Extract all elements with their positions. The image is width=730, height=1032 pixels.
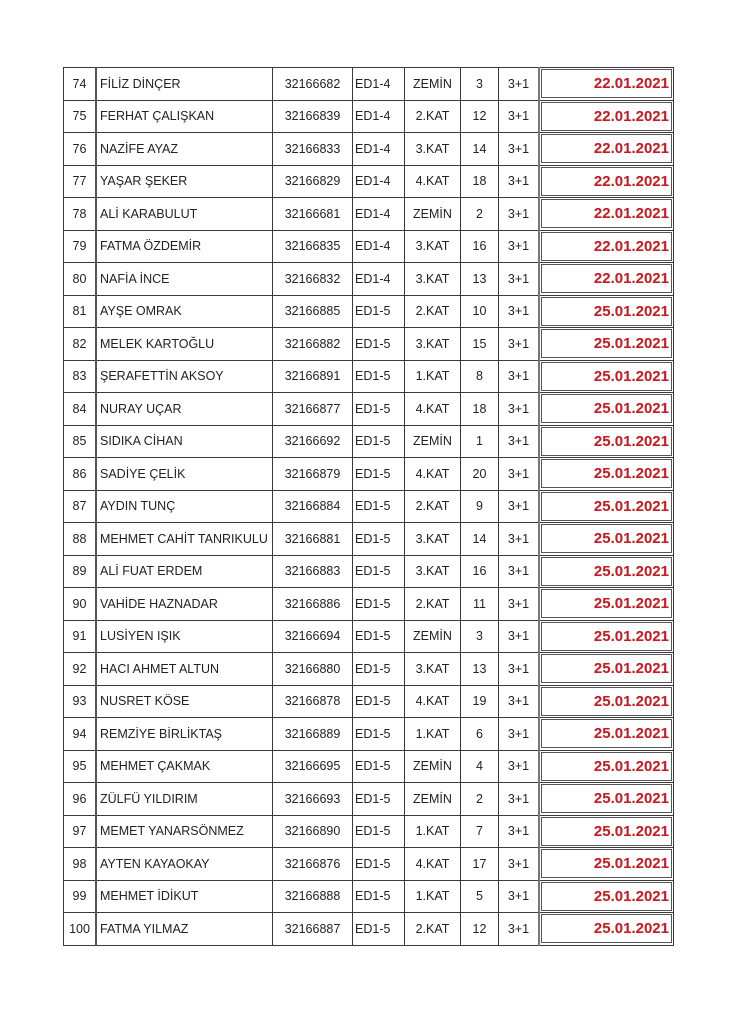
- row-number-cell: 99: [64, 880, 97, 913]
- table-row: [64, 815, 674, 848]
- room-type-cell: 3+1: [499, 165, 540, 198]
- table-row: [64, 360, 674, 393]
- name-cell: NAZİFE AYAZ: [96, 133, 273, 166]
- name-cell: FATMA ÖZDEMİR: [96, 230, 273, 263]
- date-value: 25.01.2021: [541, 394, 672, 423]
- name-cell: MELEK KARTOĞLU: [96, 328, 273, 361]
- date-cell: [539, 588, 674, 621]
- door-number-cell: 5: [461, 880, 499, 913]
- table-row: [64, 68, 674, 101]
- floor-cell: 3.KAT: [405, 230, 461, 263]
- row-number-cell: 76: [64, 133, 97, 166]
- name-cell: MEHMET İDİKUT: [96, 880, 273, 913]
- room-type-cell: 3+1: [499, 685, 540, 718]
- door-number-cell: 17: [461, 848, 499, 881]
- date-cell: [539, 880, 674, 913]
- table-row: [64, 783, 674, 816]
- room-type-cell: 3+1: [499, 263, 540, 296]
- row-number-cell: 87: [64, 490, 97, 523]
- date-value: 22.01.2021: [541, 134, 672, 163]
- row-number-cell: 98: [64, 848, 97, 881]
- table-row: [64, 133, 674, 166]
- name-cell: NAFİA İNCE: [96, 263, 273, 296]
- floor-cell: 2.KAT: [405, 490, 461, 523]
- room-type-cell: 3+1: [499, 913, 540, 946]
- row-number-cell: 77: [64, 165, 97, 198]
- row-number-cell: 94: [64, 718, 97, 751]
- date-cell: [539, 815, 674, 848]
- room-type-cell: 3+1: [499, 620, 540, 653]
- table-row: [64, 165, 674, 198]
- floor-cell: 2.KAT: [405, 588, 461, 621]
- date-value: 25.01.2021: [541, 752, 672, 781]
- block-cell: ED1-4: [353, 68, 405, 101]
- date-cell: [539, 263, 674, 296]
- block-cell: ED1-5: [353, 555, 405, 588]
- door-number-cell: 14: [461, 133, 499, 166]
- row-number-cell: 88: [64, 523, 97, 556]
- application-id-cell: 32166835: [273, 230, 353, 263]
- room-type-cell: 3+1: [499, 458, 540, 491]
- application-id-cell: 32166692: [273, 425, 353, 458]
- date-cell: [539, 718, 674, 751]
- date-value: 25.01.2021: [541, 459, 672, 488]
- date-value: 25.01.2021: [541, 687, 672, 716]
- floor-cell: ZEMİN: [405, 620, 461, 653]
- floor-cell: 2.KAT: [405, 913, 461, 946]
- row-number-cell: 82: [64, 328, 97, 361]
- door-number-cell: 16: [461, 555, 499, 588]
- row-number-cell: 95: [64, 750, 97, 783]
- block-cell: ED1-5: [353, 913, 405, 946]
- floor-cell: 4.KAT: [405, 458, 461, 491]
- application-id-cell: 32166839: [273, 100, 353, 133]
- floor-cell: 2.KAT: [405, 295, 461, 328]
- block-cell: ED1-5: [353, 360, 405, 393]
- table-row: [64, 588, 674, 621]
- row-number-cell: 74: [64, 68, 97, 101]
- floor-cell: ZEMİN: [405, 68, 461, 101]
- date-cell: [539, 620, 674, 653]
- row-number-cell: 83: [64, 360, 97, 393]
- date-value: 22.01.2021: [541, 167, 672, 196]
- application-id-cell: 32166887: [273, 913, 353, 946]
- name-cell: NURAY UÇAR: [96, 393, 273, 426]
- table-row: [64, 198, 674, 231]
- row-number-cell: 93: [64, 685, 97, 718]
- allocation-table: [63, 67, 674, 946]
- floor-cell: 4.KAT: [405, 848, 461, 881]
- table-row: [64, 490, 674, 523]
- door-number-cell: 20: [461, 458, 499, 491]
- date-value: 25.01.2021: [541, 492, 672, 521]
- block-cell: ED1-5: [353, 815, 405, 848]
- room-type-cell: 3+1: [499, 653, 540, 686]
- date-cell: [539, 490, 674, 523]
- table-row: [64, 100, 674, 133]
- table-row: [64, 913, 674, 946]
- date-value: 25.01.2021: [541, 654, 672, 683]
- date-cell: [539, 523, 674, 556]
- table-row: [64, 653, 674, 686]
- date-cell: [539, 230, 674, 263]
- row-number-cell: 79: [64, 230, 97, 263]
- room-type-cell: 3+1: [499, 490, 540, 523]
- name-cell: NUSRET KÖSE: [96, 685, 273, 718]
- door-number-cell: 15: [461, 328, 499, 361]
- date-value: 25.01.2021: [541, 914, 672, 943]
- door-number-cell: 4: [461, 750, 499, 783]
- name-cell: FİLİZ DİNÇER: [96, 68, 273, 101]
- name-cell: VAHİDE HAZNADAR: [96, 588, 273, 621]
- door-number-cell: 16: [461, 230, 499, 263]
- row-number-cell: 75: [64, 100, 97, 133]
- door-number-cell: 13: [461, 263, 499, 296]
- door-number-cell: 12: [461, 100, 499, 133]
- name-cell: FATMA YILMAZ: [96, 913, 273, 946]
- name-cell: ZÜLFÜ YILDIRIM: [96, 783, 273, 816]
- table-row: [64, 425, 674, 458]
- name-cell: AYŞE OMRAK: [96, 295, 273, 328]
- room-type-cell: 3+1: [499, 815, 540, 848]
- name-cell: MEHMET ÇAKMAK: [96, 750, 273, 783]
- application-id-cell: 32166884: [273, 490, 353, 523]
- floor-cell: ZEMİN: [405, 783, 461, 816]
- name-cell: ALİ KARABULUT: [96, 198, 273, 231]
- application-id-cell: 32166888: [273, 880, 353, 913]
- room-type-cell: 3+1: [499, 100, 540, 133]
- block-cell: ED1-5: [353, 490, 405, 523]
- table-row: [64, 230, 674, 263]
- block-cell: ED1-4: [353, 198, 405, 231]
- date-cell: [539, 848, 674, 881]
- table-row: [64, 555, 674, 588]
- room-type-cell: 3+1: [499, 133, 540, 166]
- floor-cell: 3.KAT: [405, 328, 461, 361]
- name-cell: MEHMET CAHİT TANRIKULU: [96, 523, 273, 556]
- row-number-cell: 81: [64, 295, 97, 328]
- row-number-cell: 96: [64, 783, 97, 816]
- date-value: 25.01.2021: [541, 557, 672, 586]
- date-cell: [539, 68, 674, 101]
- date-value: 25.01.2021: [541, 622, 672, 651]
- date-cell: [539, 328, 674, 361]
- room-type-cell: 3+1: [499, 295, 540, 328]
- block-cell: ED1-4: [353, 100, 405, 133]
- name-cell: HACI AHMET ALTUN: [96, 653, 273, 686]
- door-number-cell: 9: [461, 490, 499, 523]
- application-id-cell: 32166694: [273, 620, 353, 653]
- application-id-cell: 32166880: [273, 653, 353, 686]
- table-body: [64, 68, 674, 946]
- application-id-cell: 32166695: [273, 750, 353, 783]
- application-id-cell: 32166885: [273, 295, 353, 328]
- floor-cell: ZEMİN: [405, 750, 461, 783]
- name-cell: ALİ FUAT ERDEM: [96, 555, 273, 588]
- block-cell: ED1-5: [353, 718, 405, 751]
- floor-cell: 3.KAT: [405, 555, 461, 588]
- application-id-cell: 32166889: [273, 718, 353, 751]
- application-id-cell: 32166879: [273, 458, 353, 491]
- room-type-cell: 3+1: [499, 880, 540, 913]
- application-id-cell: 32166682: [273, 68, 353, 101]
- name-cell: FERHAT ÇALIŞKAN: [96, 100, 273, 133]
- door-number-cell: 19: [461, 685, 499, 718]
- floor-cell: 1.KAT: [405, 815, 461, 848]
- room-type-cell: 3+1: [499, 198, 540, 231]
- table-row: [64, 718, 674, 751]
- block-cell: ED1-5: [353, 783, 405, 816]
- date-value: 25.01.2021: [541, 719, 672, 748]
- door-number-cell: 10: [461, 295, 499, 328]
- row-number-cell: 78: [64, 198, 97, 231]
- date-cell: [539, 653, 674, 686]
- table-row: [64, 620, 674, 653]
- row-number-cell: 90: [64, 588, 97, 621]
- application-id-cell: 32166886: [273, 588, 353, 621]
- row-number-cell: 97: [64, 815, 97, 848]
- door-number-cell: 13: [461, 653, 499, 686]
- block-cell: ED1-5: [353, 685, 405, 718]
- door-number-cell: 7: [461, 815, 499, 848]
- name-cell: SADİYE ÇELİK: [96, 458, 273, 491]
- door-number-cell: 8: [461, 360, 499, 393]
- date-value: 22.01.2021: [541, 199, 672, 228]
- block-cell: ED1-5: [353, 458, 405, 491]
- date-value: 22.01.2021: [541, 264, 672, 293]
- date-value: 25.01.2021: [541, 329, 672, 358]
- door-number-cell: 6: [461, 718, 499, 751]
- floor-cell: 1.KAT: [405, 360, 461, 393]
- name-cell: ŞERAFETTİN AKSOY: [96, 360, 273, 393]
- date-cell: [539, 913, 674, 946]
- table-row: [64, 880, 674, 913]
- door-number-cell: 2: [461, 783, 499, 816]
- date-cell: [539, 425, 674, 458]
- date-cell: [539, 360, 674, 393]
- door-number-cell: 11: [461, 588, 499, 621]
- date-value: 25.01.2021: [541, 849, 672, 878]
- application-id-cell: 32166883: [273, 555, 353, 588]
- table-row: [64, 328, 674, 361]
- room-type-cell: 3+1: [499, 750, 540, 783]
- block-cell: ED1-4: [353, 165, 405, 198]
- application-id-cell: 32166877: [273, 393, 353, 426]
- door-number-cell: 3: [461, 68, 499, 101]
- application-id-cell: 32166829: [273, 165, 353, 198]
- block-cell: ED1-4: [353, 133, 405, 166]
- application-id-cell: 32166832: [273, 263, 353, 296]
- table-row: [64, 263, 674, 296]
- room-type-cell: 3+1: [499, 588, 540, 621]
- date-cell: [539, 198, 674, 231]
- floor-cell: 3.KAT: [405, 263, 461, 296]
- floor-cell: 2.KAT: [405, 100, 461, 133]
- room-type-cell: 3+1: [499, 230, 540, 263]
- block-cell: ED1-5: [353, 393, 405, 426]
- date-value: 25.01.2021: [541, 784, 672, 813]
- room-type-cell: 3+1: [499, 783, 540, 816]
- block-cell: ED1-4: [353, 230, 405, 263]
- application-id-cell: 32166891: [273, 360, 353, 393]
- application-id-cell: 32166833: [273, 133, 353, 166]
- door-number-cell: 2: [461, 198, 499, 231]
- table-row: [64, 295, 674, 328]
- date-cell: [539, 165, 674, 198]
- block-cell: ED1-4: [353, 263, 405, 296]
- table-row: [64, 750, 674, 783]
- floor-cell: 4.KAT: [405, 165, 461, 198]
- name-cell: LUSİYEN IŞIK: [96, 620, 273, 653]
- block-cell: ED1-5: [353, 750, 405, 783]
- block-cell: ED1-5: [353, 588, 405, 621]
- application-id-cell: 32166876: [273, 848, 353, 881]
- room-type-cell: 3+1: [499, 360, 540, 393]
- row-number-cell: 80: [64, 263, 97, 296]
- date-value: 25.01.2021: [541, 427, 672, 456]
- row-number-cell: 84: [64, 393, 97, 426]
- room-type-cell: 3+1: [499, 848, 540, 881]
- date-cell: [539, 685, 674, 718]
- room-type-cell: 3+1: [499, 393, 540, 426]
- room-type-cell: 3+1: [499, 555, 540, 588]
- block-cell: ED1-5: [353, 848, 405, 881]
- row-number-cell: 91: [64, 620, 97, 653]
- door-number-cell: 3: [461, 620, 499, 653]
- date-value: 25.01.2021: [541, 362, 672, 391]
- application-id-cell: 32166878: [273, 685, 353, 718]
- table-row: [64, 393, 674, 426]
- floor-cell: ZEMİN: [405, 425, 461, 458]
- application-id-cell: 32166882: [273, 328, 353, 361]
- floor-cell: ZEMİN: [405, 198, 461, 231]
- date-cell: [539, 750, 674, 783]
- block-cell: ED1-5: [353, 295, 405, 328]
- block-cell: ED1-5: [353, 523, 405, 556]
- date-value: 22.01.2021: [541, 69, 672, 98]
- block-cell: ED1-5: [353, 328, 405, 361]
- application-id-cell: 32166681: [273, 198, 353, 231]
- room-type-cell: 3+1: [499, 425, 540, 458]
- floor-cell: 3.KAT: [405, 523, 461, 556]
- row-number-cell: 89: [64, 555, 97, 588]
- block-cell: ED1-5: [353, 620, 405, 653]
- name-cell: YAŞAR ŞEKER: [96, 165, 273, 198]
- date-value: 25.01.2021: [541, 524, 672, 553]
- table-row: [64, 685, 674, 718]
- table-row: [64, 523, 674, 556]
- room-type-cell: 3+1: [499, 718, 540, 751]
- floor-cell: 3.KAT: [405, 133, 461, 166]
- block-cell: ED1-5: [353, 880, 405, 913]
- date-cell: [539, 133, 674, 166]
- date-cell: [539, 393, 674, 426]
- room-type-cell: 3+1: [499, 68, 540, 101]
- date-value: 25.01.2021: [541, 589, 672, 618]
- date-cell: [539, 295, 674, 328]
- application-id-cell: 32166890: [273, 815, 353, 848]
- date-cell: [539, 783, 674, 816]
- door-number-cell: 1: [461, 425, 499, 458]
- block-cell: ED1-5: [353, 653, 405, 686]
- date-cell: [539, 458, 674, 491]
- row-number-cell: 86: [64, 458, 97, 491]
- floor-cell: 1.KAT: [405, 718, 461, 751]
- date-cell: [539, 555, 674, 588]
- application-id-cell: 32166693: [273, 783, 353, 816]
- date-value: 25.01.2021: [541, 882, 672, 911]
- floor-cell: 3.KAT: [405, 653, 461, 686]
- name-cell: AYTEN KAYAOKAY: [96, 848, 273, 881]
- room-type-cell: 3+1: [499, 328, 540, 361]
- row-number-cell: 100: [64, 913, 97, 946]
- door-number-cell: 12: [461, 913, 499, 946]
- application-id-cell: 32166881: [273, 523, 353, 556]
- floor-cell: 4.KAT: [405, 393, 461, 426]
- date-value: 22.01.2021: [541, 232, 672, 261]
- table-row: [64, 458, 674, 491]
- room-type-cell: 3+1: [499, 523, 540, 556]
- name-cell: AYDIN TUNÇ: [96, 490, 273, 523]
- date-value: 25.01.2021: [541, 817, 672, 846]
- date-value: 22.01.2021: [541, 102, 672, 131]
- date-cell: [539, 100, 674, 133]
- row-number-cell: 85: [64, 425, 97, 458]
- name-cell: MEMET YANARSÖNMEZ: [96, 815, 273, 848]
- name-cell: SIDIKA CİHAN: [96, 425, 273, 458]
- table-row: [64, 848, 674, 881]
- door-number-cell: 18: [461, 393, 499, 426]
- door-number-cell: 18: [461, 165, 499, 198]
- row-number-cell: 92: [64, 653, 97, 686]
- date-value: 25.01.2021: [541, 297, 672, 326]
- door-number-cell: 14: [461, 523, 499, 556]
- floor-cell: 4.KAT: [405, 685, 461, 718]
- block-cell: ED1-5: [353, 425, 405, 458]
- name-cell: REMZİYE BİRLİKTAŞ: [96, 718, 273, 751]
- floor-cell: 1.KAT: [405, 880, 461, 913]
